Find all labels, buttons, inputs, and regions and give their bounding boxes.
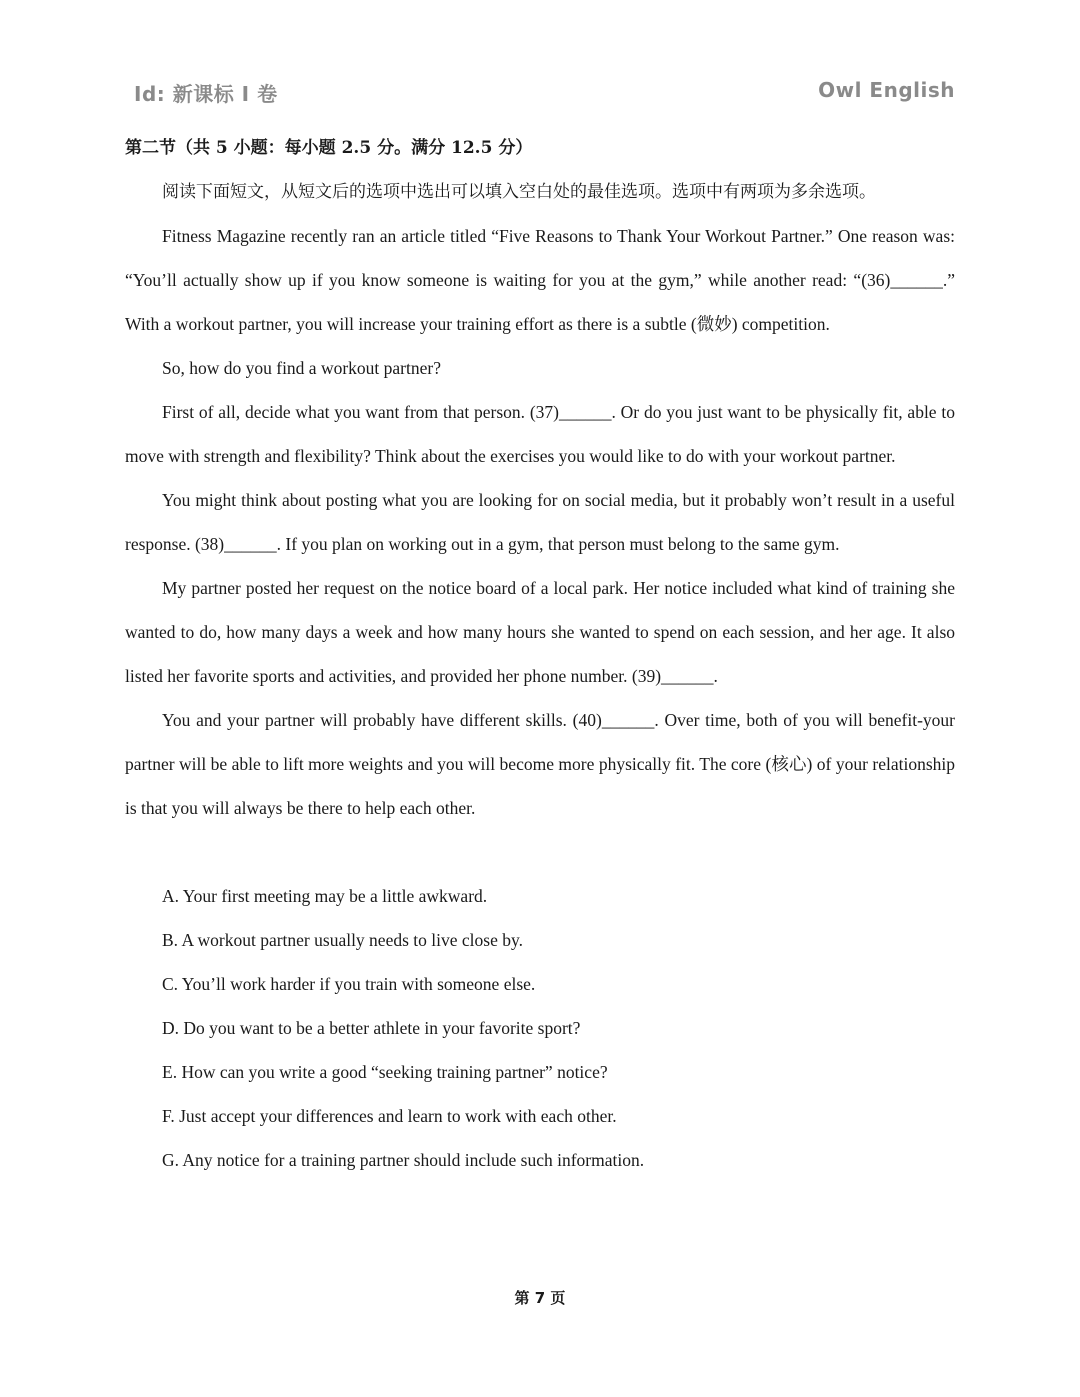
- section-title: 第二节（共 5 小题：每小题 2.5 分。满分 12.5 分）: [125, 138, 533, 158]
- option-f: F. Just accept your differences and learn to work with each other.: [162, 1106, 617, 1126]
- option-e: E. How can you write a good “seeking training partner” notice?: [162, 1062, 608, 1082]
- document-body: [125, 126, 955, 1182]
- page-number: 第 7 页: [514, 1289, 566, 1307]
- passage-paragraph-2: So, how do you find a workout partner?: [162, 358, 441, 378]
- option-d: D. Do you want to be a better athlete in your favorite sport?: [162, 1018, 581, 1038]
- answer-options: [125, 874, 955, 1182]
- option-a: A. Your first meeting may be a little awkward.: [162, 886, 488, 906]
- option-g: G. Any notice for a training partner should include such information.: [162, 1150, 645, 1170]
- passage-paragraph-5: My partner posted her request on the notice board of a local park. Her notice included what kind of training she wanted to do, how many days a week and how many hours she wanted to spend on each session, and her age. It also listed her favorite sports and activities, and provided her phone number. (39)______.: [125, 578, 955, 686]
- header-source-label: Id: 新课标 I 卷: [134, 82, 278, 106]
- header-brand-label: Owl English: [818, 78, 955, 102]
- option-c: C. You’ll work harder if you train with someone else.: [162, 974, 536, 994]
- passage-paragraph-4: You might think about posting what you are looking for on social media, but it probably won’t result in a useful response. (38)______. If you plan on working out in a gym, that person must belong to the same gym.: [125, 490, 955, 554]
- instructions: 阅读下面短文，从短文后的选项中选出可以填入空白处的最佳选项。选项中有两项为多余选项。: [162, 182, 876, 202]
- passage-paragraph-6: You and your partner will probably have different skills. (40)______. Over time, both of you will benefit-your partner will be able to lift more weights and you will become more physically fit. The core (核心) of your relationship is that you will always be there to help each other.: [125, 710, 955, 818]
- passage-paragraph-3: First of all, decide what you want from that person. (37)______. Or do you just want to be physically fit, able to move with strength and flexibility? Think about the exercises you would like to do with your workout partner.: [125, 402, 955, 466]
- passage: [125, 214, 955, 830]
- option-b: B. A workout partner usually needs to live close by.: [162, 930, 523, 950]
- passage-paragraph-1: Fitness Magazine recently ran an article titled “Five Reasons to Thank Your Workout Partner.” One reason was: “You’ll actually show up if you know someone is waiting for you at the gym,” while another read: “(36)______.” With a workout partner, you will increase your training effort as there is a subtle (微妙) competition.: [125, 226, 955, 334]
